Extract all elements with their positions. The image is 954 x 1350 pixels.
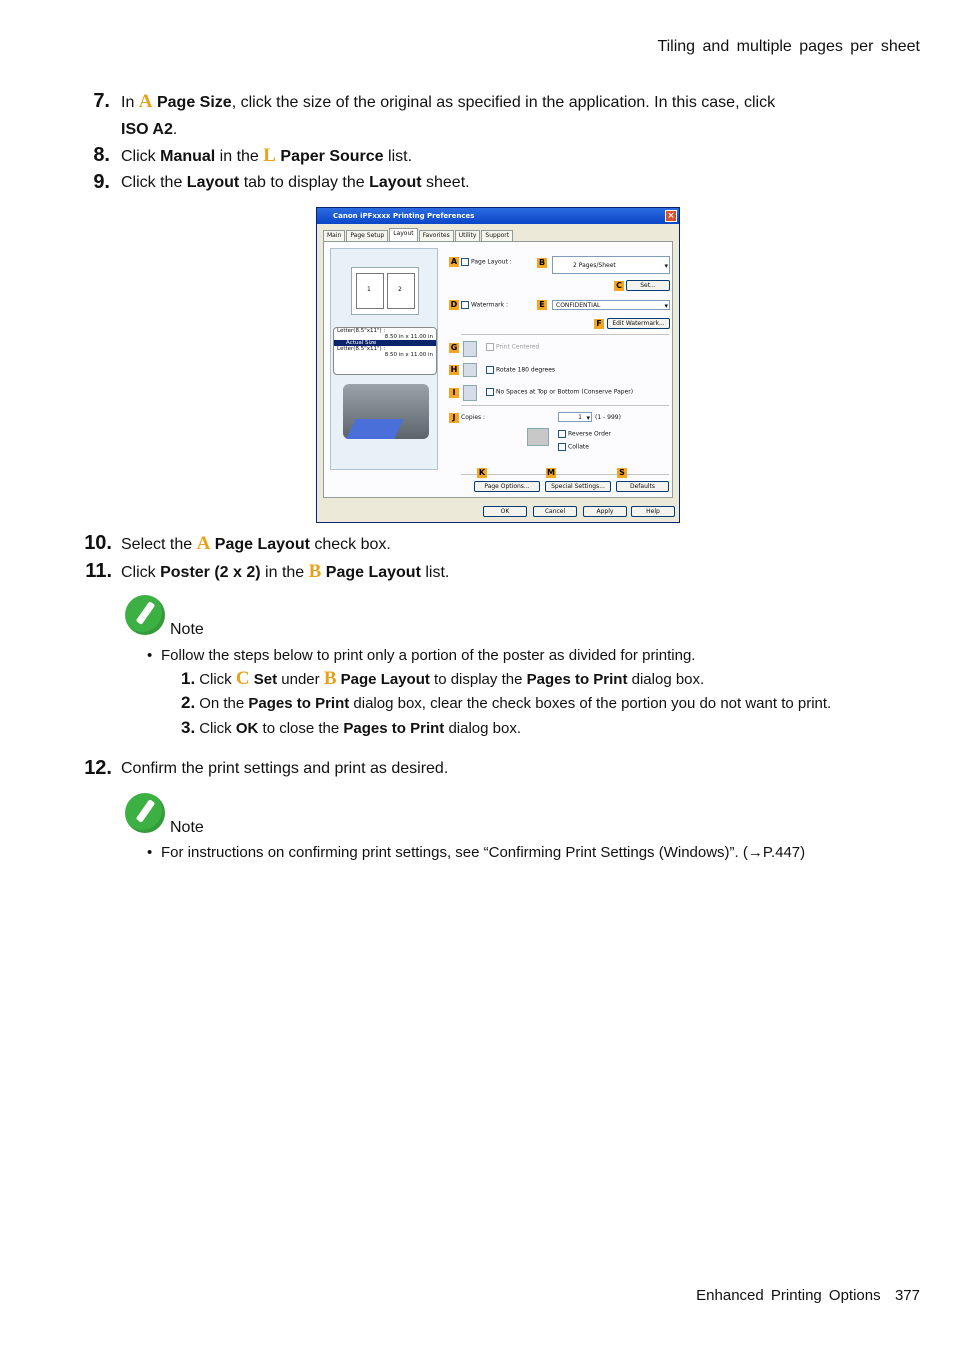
- checkbox-icon: [486, 388, 494, 396]
- tab-page-setup[interactable]: Page Setup: [346, 230, 388, 241]
- no-spaces-checkbox[interactable]: [486, 388, 633, 396]
- step-10: [84, 530, 875, 558]
- substep-3: [181, 718, 521, 738]
- text: list.: [383, 148, 413, 165]
- note-icon: [125, 595, 165, 635]
- substep-1: [181, 668, 704, 690]
- term: Set: [253, 671, 278, 688]
- substep-number: 1.: [181, 669, 196, 688]
- label: Collate: [568, 443, 589, 451]
- step-7: [95, 88, 875, 143]
- watermark-dropdown[interactable]: CONFIDENTIAL ▾: [552, 300, 670, 310]
- term: Poster (2 x 2): [160, 564, 261, 581]
- callout-d: D: [450, 300, 458, 309]
- step-9: [95, 169, 875, 196]
- copies-range: (1 - 999): [595, 414, 621, 421]
- substep-2: [181, 693, 831, 713]
- size-info-box: [333, 327, 437, 375]
- page-preview: [351, 267, 419, 315]
- text: under: [277, 671, 324, 688]
- text: On the: [199, 695, 249, 712]
- term: Paper Source: [280, 148, 384, 165]
- term: Layout: [186, 174, 240, 191]
- running-header: Tiling and multiple pages per sheet: [657, 38, 920, 55]
- running-footer: [696, 1287, 920, 1304]
- checkbox-icon: [461, 301, 469, 309]
- rotate-checkbox[interactable]: [486, 366, 555, 374]
- term: Page Layout: [340, 671, 430, 688]
- term: Layout: [369, 174, 422, 191]
- substep-number: 3.: [181, 718, 196, 737]
- text: list.: [420, 564, 450, 581]
- callout-f: F: [594, 319, 604, 329]
- term: Page Layout: [325, 564, 421, 581]
- set-button[interactable]: Set...: [626, 280, 670, 291]
- copies-icon: [527, 428, 549, 446]
- bullet-text: For instructions on confirming print settings, see “Confirming Print Settings (Windows)”. (→P.447): [161, 844, 806, 861]
- tab-favorites[interactable]: Favorites: [419, 230, 454, 241]
- text: to display the: [429, 671, 527, 688]
- note-icon: [125, 793, 165, 833]
- callout-j: J: [449, 413, 459, 423]
- text: , click the size of the original as specified in the application. In this case, click: [231, 94, 776, 111]
- bullet-dot: •: [147, 647, 153, 664]
- cancel-button[interactable]: Cancel: [533, 506, 577, 517]
- callout-i: I: [449, 388, 459, 398]
- paper-illustration: [346, 419, 403, 439]
- marker-a: A: [196, 533, 211, 554]
- callout-a: A: [450, 257, 458, 266]
- bullet-dot: •: [147, 844, 153, 861]
- text: Click: [121, 148, 161, 165]
- checkbox-icon: [558, 430, 566, 438]
- step-number: 8.: [93, 144, 110, 166]
- dialog-title: Canon iPFxxxx Printing Preferences: [333, 212, 475, 220]
- checkbox-icon: [486, 343, 494, 351]
- help-button[interactable]: Help: [631, 506, 675, 517]
- term: ISO A2: [121, 121, 173, 138]
- marker-b: B: [323, 668, 337, 689]
- divider: [461, 474, 669, 475]
- no-spaces-icon: [463, 385, 477, 401]
- page-options-button[interactable]: Page Options...: [474, 481, 540, 492]
- text: check box.: [309, 536, 391, 553]
- text: in the: [215, 148, 264, 165]
- edit-watermark-button[interactable]: Edit Watermark...: [607, 318, 670, 329]
- note-label: Note: [170, 621, 204, 638]
- text: Click: [121, 564, 161, 581]
- term: Page Layout: [214, 536, 310, 553]
- page-number: 1: [367, 286, 371, 293]
- callout-m: M: [547, 468, 555, 477]
- step-number: 12.: [84, 757, 112, 779]
- step-11: [85, 558, 875, 586]
- text: .: [172, 121, 178, 138]
- defaults-button[interactable]: Defaults: [616, 481, 669, 492]
- tab-support[interactable]: Support: [481, 230, 513, 241]
- checkbox-icon: [486, 366, 494, 374]
- marker-b: B: [308, 561, 322, 582]
- text: Click the: [121, 174, 187, 191]
- term: OK: [235, 720, 259, 737]
- term: Manual: [160, 148, 216, 165]
- divider: [461, 334, 669, 335]
- close-icon[interactable]: ×: [665, 210, 677, 222]
- text: Click: [199, 720, 236, 737]
- step-number: 7.: [93, 90, 110, 112]
- step-number: 10.: [84, 532, 112, 554]
- text: in the: [260, 564, 309, 581]
- step-number: 11.: [85, 560, 112, 582]
- step-number: 9.: [93, 171, 110, 193]
- term: Pages to Print: [526, 671, 628, 688]
- text: Select the: [121, 536, 197, 553]
- copies-label: Copies :: [461, 414, 486, 421]
- tab-main[interactable]: Main: [323, 230, 345, 241]
- step-8: [95, 142, 875, 170]
- label: Print Centered: [496, 343, 540, 351]
- info-line: 8.50 in x 11.00 in: [384, 334, 433, 340]
- info-line-selected: Actual Size: [334, 340, 436, 346]
- text: Click: [199, 671, 236, 688]
- marker-l: L: [263, 145, 276, 166]
- label: Page Layout :: [471, 258, 512, 266]
- text: In: [121, 94, 139, 111]
- info-line: Letter(8.5"x11") :: [337, 328, 386, 334]
- callout-k: K: [478, 468, 486, 477]
- substep-number: 2.: [181, 693, 196, 712]
- term: Page Size: [156, 94, 232, 111]
- marker-c: C: [235, 668, 250, 689]
- layout-sheet: [323, 241, 673, 498]
- text: to close the: [258, 720, 344, 737]
- tab-utility[interactable]: Utility: [455, 230, 481, 241]
- print-centered-checkbox[interactable]: [486, 343, 539, 351]
- label: No Spaces at Top or Bottom (Conserve Paper): [496, 388, 634, 396]
- rotate-icon: [463, 363, 477, 377]
- copies-spinner[interactable]: 1 ▾: [558, 412, 592, 422]
- text: dialog box, clear the check boxes of the portion you do not want to print.: [349, 695, 832, 712]
- callout-h: H: [450, 365, 458, 374]
- collate-checkbox[interactable]: [558, 443, 589, 451]
- label: Reverse Order: [568, 430, 612, 438]
- preview-page-2: [387, 273, 415, 309]
- callout-c: C: [614, 281, 624, 291]
- label: Watermark :: [471, 301, 509, 309]
- print-centered-icon: [463, 341, 477, 357]
- callout-g: G: [450, 343, 458, 352]
- text: dialog box.: [627, 671, 705, 688]
- checkbox-icon: [558, 443, 566, 451]
- note-bullet: [147, 647, 695, 664]
- reverse-order-checkbox[interactable]: [558, 430, 611, 438]
- bullet-text: Follow the steps below to print only a portion of the poster as divided for printing.: [161, 647, 696, 664]
- info-line: Letter(8.5"x11") :: [337, 346, 386, 352]
- ok-button[interactable]: OK: [483, 506, 527, 517]
- callout-e: E: [537, 300, 547, 310]
- note-label: Note: [170, 819, 204, 836]
- page-number: 2: [398, 286, 402, 293]
- term: Pages to Print: [343, 720, 445, 737]
- step-12: [84, 755, 875, 782]
- printing-preferences-dialog-screenshot: [316, 207, 680, 523]
- footer-section: Enhanced Printing Options: [696, 1287, 881, 1304]
- text: dialog box.: [444, 720, 522, 737]
- text: sheet.: [421, 174, 470, 191]
- apply-button[interactable]: Apply: [583, 506, 627, 517]
- page-layout-checkbox[interactable]: [461, 258, 512, 266]
- callout-b: B: [538, 258, 546, 267]
- checkbox-icon: [461, 258, 469, 266]
- tab-layout[interactable]: Layout: [389, 228, 417, 241]
- text: tab to display the: [239, 174, 370, 191]
- term: Pages to Print: [248, 695, 350, 712]
- special-settings-button[interactable]: Special Settings...: [545, 481, 611, 492]
- marker-a: A: [138, 91, 153, 112]
- tab-strip: [323, 230, 514, 241]
- label: Rotate 180 degrees: [496, 366, 556, 374]
- page-number: 377: [894, 1287, 920, 1304]
- note-bullet: [147, 844, 805, 861]
- text: Confirm the print settings and print as desired.: [121, 760, 449, 777]
- page-layout-dropdown[interactable]: 2 Pages/Sheet ▾: [552, 256, 670, 274]
- watermark-checkbox[interactable]: [461, 301, 508, 309]
- preview-page-1: [356, 273, 384, 309]
- callout-s: S: [617, 468, 627, 478]
- preview-panel: [330, 248, 438, 470]
- info-line: 8.50 in x 11.00 in: [384, 352, 433, 358]
- divider: [461, 405, 669, 406]
- dialog-titlebar: [317, 208, 679, 224]
